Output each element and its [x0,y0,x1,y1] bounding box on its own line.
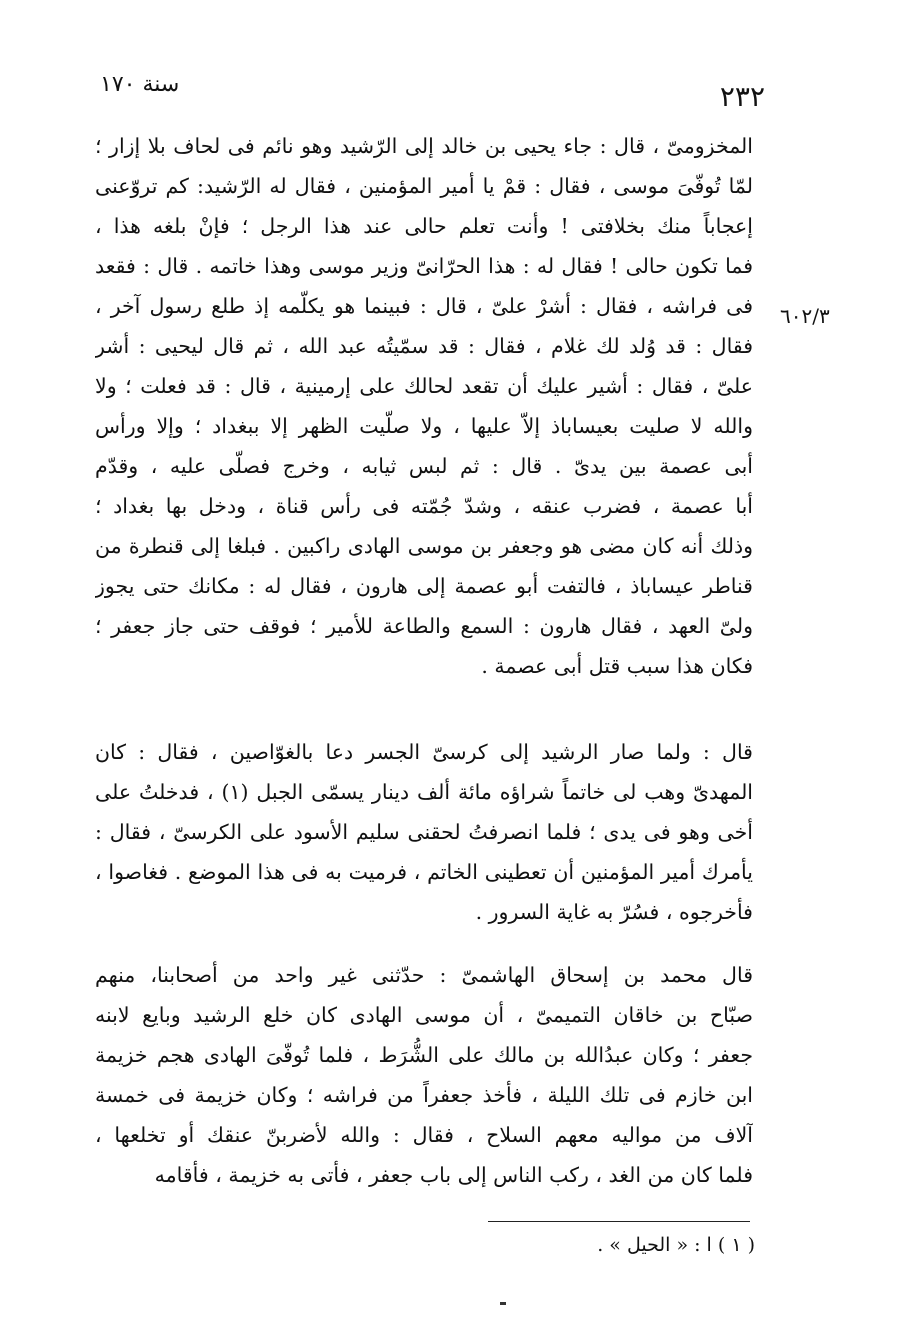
text-line: ابن خازم فى تلك الليلة ، فأخذ جعفراً من فراشه ؛ وكان خزيمة فى خمسة [95,1083,753,1107]
text-line: يأمرك أمير المؤمنين أن تعطينى الخاتم ، فرميت به فى هذا الموضع . فغاصوا ، [95,860,753,884]
text-line: لمّا تُوفّىَ موسى ، فقال : قمْ يا أمير المؤمنين ، فقال له الرّشيد: كم تروّعنى [95,174,753,198]
text-line: المهدىّ وهب لى خاتماً شراؤه مائة ألف دينار يسمّى الجبل (١) ، فدخلتُ على [95,780,753,804]
paragraph-2 [95,732,753,932]
text-line: علىّ ، فقال : أشير عليك أن تقعد لحالك على إرمينية ، قال : قد فعلت ؛ ولا [95,374,753,398]
text-line: قال : ولما صار الرشيد إلى كرسىّ الجسر دعا بالغوّاصين ، فقال : كان [95,740,753,764]
text-line: والله لا صليت بعيساباذ إلاّ عليها ، ولا صلّيت الظهر إلا ببغداد ؛ وإلا ورأس [95,414,753,438]
text-line: آلاف من مواليه معهم السلاح ، فقال : والله لأضربنّ عنقك أو تخلعها ، [95,1123,753,1147]
text-line: قناطر عيساباذ ، فالتفت أبو عصمة إلى هارون ، فقال له : مكانك حتى يجوز [95,574,753,598]
text-line: إعجاباً منك بخلافتى ! وأنت تعلم حالى عند هذا الرجل ؛ فإنْ بلغه هذا ، [95,214,753,238]
text-line: أبى عصمة بين يدىّ . قال : ثم لبس ثيابه ، وخرج فصلّى عليه ، وقدّم [95,454,753,478]
text-line: المخزومىّ ، قال : جاء يحيى بن خالد إلى الرّشيد وهو نائم فى لحاف بلا إزار ؛ [95,134,753,158]
bottom-mark [500,1302,506,1305]
text-line: فلما كان من الغد ، ركب الناس إلى باب جعفر ، فأتى به خزيمة ، فأقامه [154,1163,753,1187]
text-line: أبا عصمة ، فضرب عنقه ، وشدّ جُمّته فى رأس قناة ، ودخل بها بغداد ؛ [95,494,753,518]
text-line: فقال : قد وُلد لك غلام ، فقال : قد سمّيتُه عبد الله ، ثم قال ليحيى : أشر [95,334,753,358]
text-line: فى فراشه ، فقال : أشرْ علىّ ، قال : فبينما هو يكلّمه إذ طلع رسول آخر ، [95,294,753,318]
paragraph-1 [95,126,753,686]
text-line: وذلك أنه كان مضى هو وجعفر بن موسى الهادى راكبين . فبلغا إلى قنطرة من [95,534,753,558]
footnote: ( ١ ) ا : « الحيل » . [597,1234,755,1256]
page-number: ٢٣٢ [719,80,765,113]
text-line: قال محمد بن إسحاق الهاشمىّ : حدّثنى غير واحد من أصحابنا، منهم [95,963,753,987]
text-line: صبّاح بن خاقان التميمىّ ، أن موسى الهادى كان خلع الرشيد وبايع لابنه [95,1003,753,1027]
text-line: فما تكون حالى ! فقال له : هذا الحرّانىّ وزير موسى وهذا خاتمه . قال : فقعد [95,254,753,278]
text-line: جعفر ؛ وكان عبدُالله بن مالك على الشُّرَط ، فلما تُوفّىَ الهادى هجم خزيمة [95,1043,753,1067]
paragraph-3 [95,955,753,1195]
text-line: ولىّ العهد ، فقال هارون : السمع والطاعة للأمير ؛ فوقف حتى جاز جعفر ؛ [95,614,753,638]
margin-reference: ٦٠٢/٣ [780,304,830,328]
running-head-year: سنة ١٧٠ [100,72,180,97]
text-line: فأخرجوه ، فسُرّ به غاية السرور . [475,900,753,924]
text-line: فكان هذا سبب قتل أبى عصمة . [481,654,753,678]
footnote-rule [488,1221,750,1222]
text-line: أخى وهو فى يدى ؛ فلما انصرفتُ لحقنى سليم الأسود على الكرسىّ ، فقال : [95,820,753,844]
